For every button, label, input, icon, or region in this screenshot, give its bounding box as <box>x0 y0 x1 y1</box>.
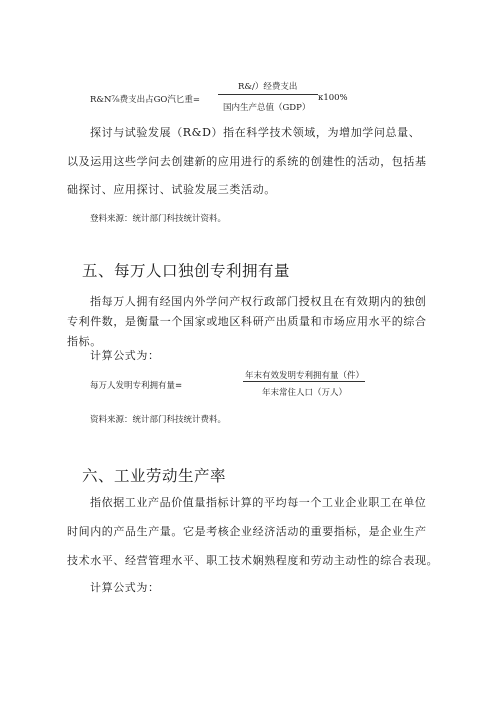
formula-patents-lhs: 每万人发明专利拥有量= <box>90 381 183 391</box>
paragraph-line: 以及运用这些学问去创建新的应用进行的系统的创建性的活动，包括基 <box>67 155 427 168</box>
section-title: 五、每万人口独创专利拥有量 <box>82 262 291 280</box>
paragraph-line: 础探讨、应用探讨、试验发展三类活动。 <box>67 183 276 196</box>
formula-patents-denominator: 年末常住人口（万人） <box>262 388 348 398</box>
source-note: 资料来源：统计部门科技统计费料。 <box>90 415 227 425</box>
paragraph-line: 指依据工业产品价值量指标计算的平均每一个工业企业职工在单位 <box>90 496 427 509</box>
formula-rd-numerator: R&/）经费支出 <box>238 82 298 92</box>
formula-patents-fraction-bar <box>243 381 365 382</box>
source-note: 登料来源：统计部门科技统计资料。 <box>90 214 227 224</box>
formula-rd-fraction-bar <box>218 94 318 95</box>
paragraph-line: 指每万人拥有经国内外学问产权行政部门授权且在有效期内的独创 <box>90 295 427 308</box>
section-title: 六、工业劳动生产率 <box>82 467 227 485</box>
formula-label: 计算公式为： <box>90 349 160 362</box>
formula-label: 计算公式为： <box>90 581 160 594</box>
paragraph-line: 专利件数，是衡量一个国家或地区科研产出质量和市场应用水平的综合 <box>67 315 427 328</box>
formula-patents-numerator: 年末有效发明专利拥有量（件） <box>245 371 365 381</box>
paragraph-line: 指标。 <box>67 335 102 348</box>
paragraph-line: 探讨与试验发展（R&D）指在科学技术领域，为增加学问总量、 <box>90 126 421 139</box>
formula-rd-lhs: R&N⅞费支出占GO汽匕重= <box>90 95 201 105</box>
paragraph-line: 技术水平、经营管理水平、职工技术娴熟程度和劳动主动性的综合表现。 <box>67 554 439 567</box>
formula-rd-denominator: 国内生产总值（GDP） <box>223 103 311 113</box>
formula-rd-suffix: κ100% <box>318 93 348 103</box>
paragraph-line: 时间内的产品生产量。它是考核企业经济活动的重要指标，是企业生产 <box>67 525 427 538</box>
